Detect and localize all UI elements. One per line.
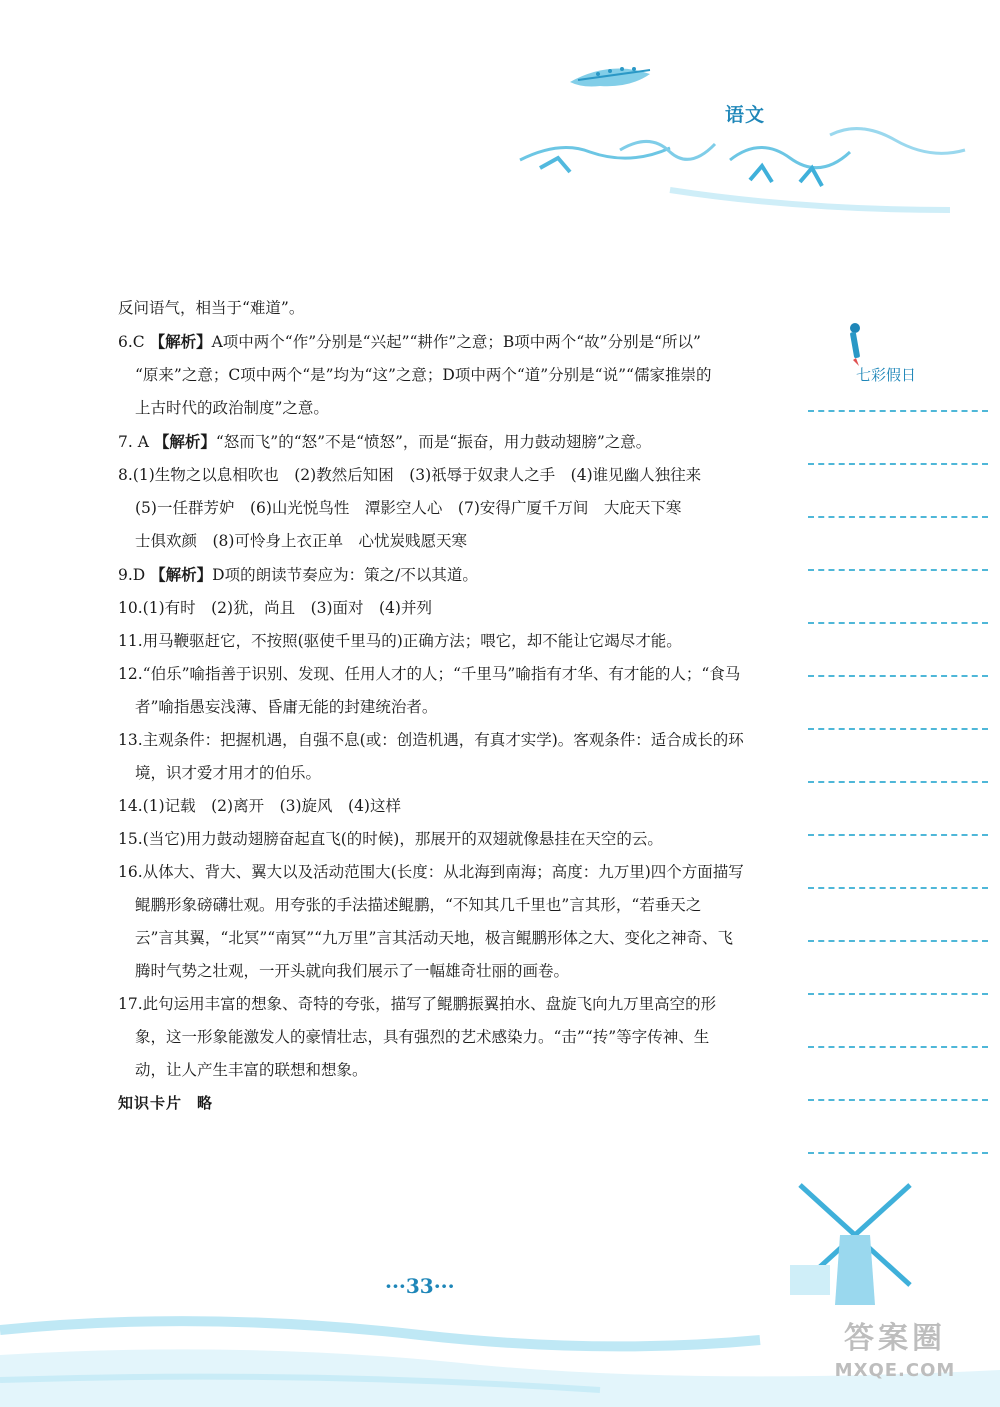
answer-line: [118, 724, 758, 757]
answer-text: (5)一任群芳妒 (6)山光悦鸟性 潭影空人心 (7)安得广厦千万间 大庇天下寒: [135, 499, 682, 517]
answer-line: [118, 325, 758, 359]
answer-number: 12.: [118, 665, 143, 683]
note-line: [808, 993, 988, 995]
answer-item: [118, 459, 758, 558]
answer-number: 16.: [118, 863, 143, 881]
answer-text: 从体大、背大、翼大以及活动范围大(长度：从北海到南海；高度：九万里)四个方面描写: [142, 863, 744, 881]
answer-line: [118, 658, 758, 691]
knowledge-card: [118, 1087, 758, 1120]
page-number: ···33···: [385, 1274, 455, 1298]
note-line: [808, 463, 988, 465]
answer-number: 7. A: [118, 433, 149, 451]
windmill-illustration: [770, 1165, 940, 1315]
answer-line: [118, 359, 758, 392]
answer-text: (1)记载 (2)离开 (3)旋风 (4)这样: [142, 797, 401, 815]
answer-text: 用马鞭驱赶它，不按照(驱使千里马的)正确方法；喂它，却不能让它竭尽才能。: [142, 632, 682, 650]
answer-line: [118, 592, 758, 625]
answer-line: [118, 757, 758, 790]
note-line: [808, 1152, 988, 1154]
answer-line: [118, 525, 758, 558]
answer-number: 9.D: [118, 566, 146, 584]
answer-line: [118, 558, 758, 592]
answer-number: 17.: [118, 995, 143, 1013]
subject-title: 语文: [725, 104, 766, 126]
answer-text: (1)有时 (2)犹，尚且 (3)面对 (4)并列: [142, 599, 432, 617]
answer-number: 8.: [118, 466, 133, 484]
answer-line: [118, 955, 758, 988]
header-decoration: [500, 40, 970, 220]
answer-line: [118, 1054, 758, 1087]
answer-number: 14.: [118, 797, 143, 815]
note-line: [808, 728, 988, 730]
answer-text: 境，识才爱才用才的伯乐。: [135, 764, 322, 782]
watermark-bottom: MXQE.COM: [834, 1360, 956, 1381]
watermark: [800, 1320, 990, 1400]
answer-text: 象，这一形象能激发人的豪情壮志，具有强烈的艺术感染力。“击”“抟”等字传神、生: [135, 1028, 710, 1046]
answer-text: “伯乐”喻指善于识别、发现、任用人才的人；“千里马”喻指有才华、有才能的人；“食马: [142, 665, 741, 683]
note-line: [808, 834, 988, 836]
answer-text: 云”言其翼，“北冥”“南冥”“九万里”言其活动天地，极言鲲鹏形体之大、变化之神奇、飞: [135, 929, 733, 947]
note-line: [808, 1046, 988, 1048]
answer-item: [118, 625, 758, 658]
answer-line: [118, 823, 758, 856]
answer-number: 15.: [118, 830, 143, 848]
knowledge-card-value: 略: [197, 1094, 213, 1112]
analysis-tag: 【解析】: [149, 332, 212, 351]
answer-line: [118, 691, 758, 724]
answer-text: “怒而飞”的“怒”不是“愤怒”，而是“振奋，用力鼓动翅膀”之意。: [215, 433, 652, 451]
note-line: [808, 887, 988, 889]
answer-line: [118, 392, 758, 425]
knowledge-card-label: 知识卡片: [118, 1094, 183, 1112]
answer-item: [118, 425, 758, 459]
answer-item: [118, 592, 758, 625]
answer-item: [118, 558, 758, 592]
answer-text: D项的朗读节奏应为：策之/不以其道。: [212, 566, 478, 584]
answer-item: [118, 724, 758, 790]
answer-number: 13.: [118, 731, 143, 749]
answer-line: [118, 889, 758, 922]
note-line: [808, 940, 988, 942]
answer-text: A项中两个“作”分别是“兴起”“耕作”之意；B项中两个“故”分别是“所以”: [211, 333, 701, 351]
answer-item: [118, 658, 758, 724]
answer-line: [118, 922, 758, 955]
note-line: [808, 410, 988, 412]
answer-text: 士俱欢颜 (8)可怜身上衣正单 心忧炭贱愿天寒: [135, 532, 467, 550]
note-line: [808, 675, 988, 677]
watermark-top: 答案圈: [844, 1321, 946, 1356]
answer-line: [118, 625, 758, 658]
pen-icon: [846, 322, 866, 367]
note-line: [808, 516, 988, 518]
answer-number: 11.: [118, 632, 143, 650]
answer-text: 者”喻指愚妄浅薄、昏庸无能的封建统治者。: [135, 698, 438, 716]
note-line: [808, 622, 988, 624]
note-line: [808, 569, 988, 571]
answer-line: [118, 292, 758, 325]
answer-text: 此句运用丰富的想象、奇特的夸张，描写了鲲鹏振翼拍水、盘旋飞向九万里高空的形: [142, 995, 717, 1013]
answer-text: 鲲鹏形象磅礴壮观。用夸张的手法描述鲲鹏，“不知其几千里也”言其形，“若垂天之: [135, 896, 702, 914]
answer-line: [118, 856, 758, 889]
answer-text: 腾时气势之壮观，一开头就向我们展示了一幅雄奇壮丽的画卷。: [135, 962, 570, 980]
answer-line: [118, 988, 758, 1021]
answer-text: 主观条件：把握机遇，自强不息(或：创造机遇，有真才实学)。客观条件：适合成长的环: [142, 731, 744, 749]
note-lines: [808, 410, 988, 1205]
answer-item: [118, 790, 758, 823]
analysis-tag: 【解析】: [153, 432, 216, 451]
answer-text: (当它)用力鼓动翅膀奋起直飞(的时候)，那展开的双翅就像悬挂在天空的云。: [142, 830, 663, 848]
answer-item: [118, 325, 758, 425]
answer-item: [118, 856, 758, 988]
note-line: [808, 781, 988, 783]
answer-item: [118, 988, 758, 1087]
answer-line: [118, 425, 758, 459]
answer-line: [118, 459, 758, 492]
answer-number: 10.: [118, 599, 143, 617]
answer-line: [118, 492, 758, 525]
answer-text: 反问语气，相当于“难道”。: [118, 299, 305, 317]
answer-text: (1)生物之以息相吹也 (2)教然后知困 (3)祇辱于奴隶人之手 (4)谁见幽人独往来: [132, 466, 702, 484]
answer-text: 动，让人产生丰富的联想和想象。: [135, 1061, 368, 1079]
answer-line: [118, 790, 758, 823]
answer-list: [118, 292, 758, 1120]
answer-text: 上古时代的政治制度”之意。: [135, 399, 329, 417]
note-line: [808, 1099, 988, 1101]
analysis-tag: 【解析】: [150, 565, 213, 584]
answer-line: [118, 1021, 758, 1054]
answer-item: [118, 292, 758, 325]
answer-text: “原来”之意；C项中两个“是”均为“这”之意；D项中两个“道”分别是“说”“儒家推崇的: [135, 366, 712, 384]
sidebar-label: 七彩假日: [856, 366, 917, 384]
answer-number: 6.C: [118, 333, 145, 351]
answer-item: [118, 823, 758, 856]
